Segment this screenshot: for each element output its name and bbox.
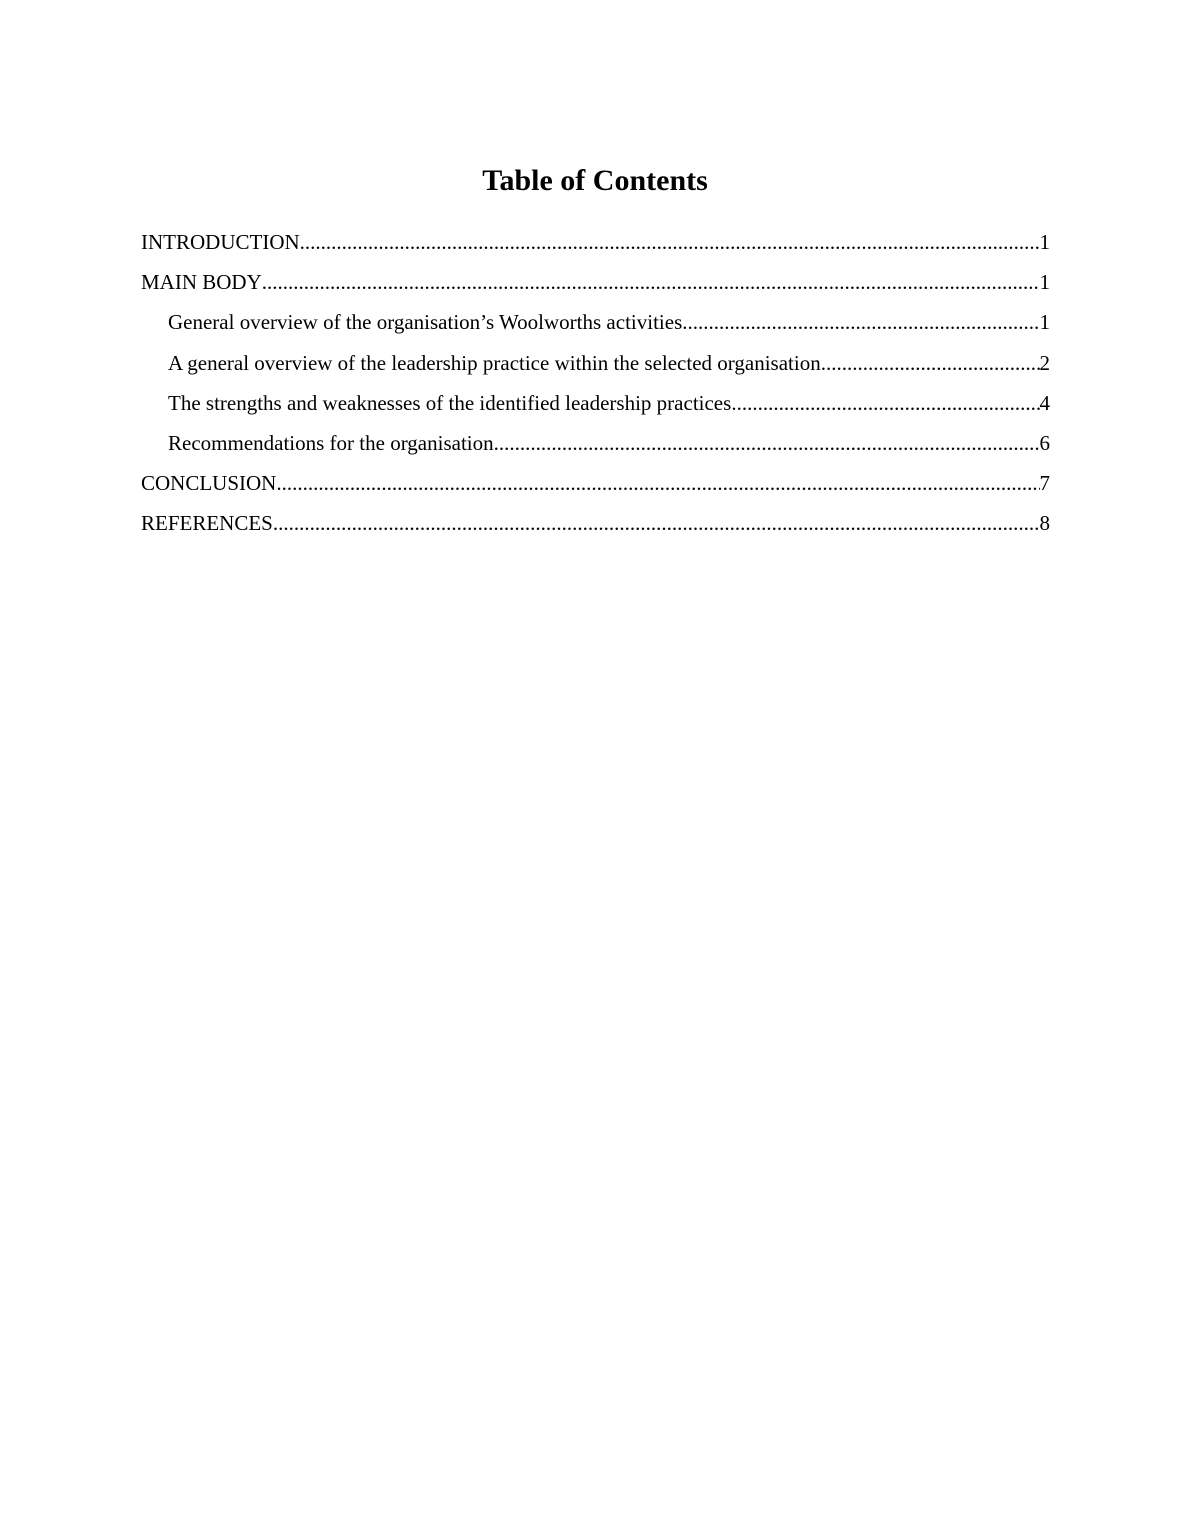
toc-entry-recommendations[interactable] bbox=[141, 430, 1050, 470]
toc-page-number: 1 bbox=[1039, 310, 1050, 335]
toc-entry-label: Recommendations for the organisation bbox=[168, 430, 494, 455]
toc-entry-references[interactable] bbox=[141, 510, 1050, 550]
toc-dot-leader bbox=[494, 430, 1040, 457]
table-of-contents bbox=[141, 229, 1050, 551]
toc-dot-leader bbox=[300, 229, 1040, 256]
toc-entry-label: General overview of the organisation’s Woolworths activities bbox=[168, 310, 683, 335]
toc-title: Table of Contents bbox=[482, 164, 708, 197]
toc-entry-label: REFERENCES bbox=[141, 511, 273, 536]
toc-entry-general-overview[interactable] bbox=[141, 309, 1050, 349]
toc-page-number: 6 bbox=[1039, 430, 1050, 455]
toc-dot-leader bbox=[273, 510, 1040, 537]
toc-entry-conclusion[interactable] bbox=[141, 470, 1050, 510]
toc-dot-leader bbox=[276, 470, 1039, 497]
toc-entry-leadership-practice[interactable] bbox=[141, 350, 1050, 390]
toc-page-number: 7 bbox=[1039, 471, 1050, 496]
toc-dot-leader bbox=[682, 309, 1039, 336]
toc-entry-introduction[interactable] bbox=[141, 229, 1050, 269]
toc-page-number: 2 bbox=[1039, 350, 1050, 375]
toc-entry-label: A general overview of the leadership practice within the selected organisation bbox=[168, 350, 821, 375]
toc-page-number: 8 bbox=[1039, 511, 1050, 536]
toc-entry-label: MAIN BODY bbox=[141, 270, 262, 295]
toc-entry-strengths-weaknesses[interactable] bbox=[141, 390, 1050, 430]
toc-entry-label: The strengths and weaknesses of the identified leadership practices bbox=[168, 390, 732, 415]
toc-page-number: 4 bbox=[1039, 390, 1050, 415]
toc-page-number: 1 bbox=[1039, 270, 1050, 295]
toc-dot-leader bbox=[731, 390, 1039, 417]
toc-entry-main-body[interactable] bbox=[141, 269, 1050, 309]
toc-dot-leader bbox=[262, 269, 1040, 296]
toc-entry-label: CONCLUSION bbox=[141, 471, 277, 496]
toc-entry-label: INTRODUCTION bbox=[141, 230, 300, 254]
toc-dot-leader bbox=[821, 350, 1040, 377]
toc-page-number: 1 bbox=[1039, 230, 1050, 254]
